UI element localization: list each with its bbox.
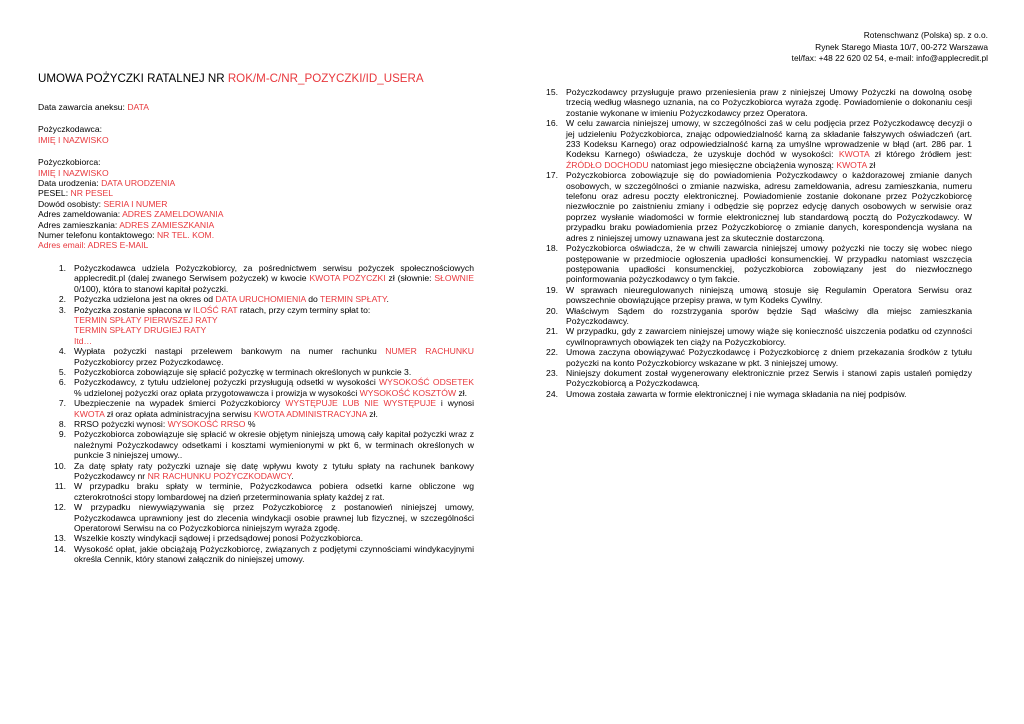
clause-number: 24.	[546, 388, 558, 399]
income-source-placeholder: ŹRÓDŁO DOCHODU	[566, 159, 649, 170]
id-value: SERIA I NUMER	[103, 198, 168, 209]
clause-text: W celu zawarcia niniejszej umowy, w szczególności zaś w celu podjęcia przez Pożyczkodawcę decyzji o jej udzieleniu Pożyczkobiorca, znając odpowiedzialność karną za składanie fałszywych oświadczeń (art. 233 Kodeksu Karnego) oraz odpowiedzialność karną za umyślne wprowadzenie w błąd (art. 286 par. 1 Kodeksu Karnego) oświadcza, że uzyskuje dochód w wysokości:	[566, 118, 972, 160]
clause-text: Pożyczkodawcy, z tytułu udzielonej pożyczki przysługują odsetki w wysokości	[74, 377, 380, 388]
res-address-label: Adres zamieszkania:	[38, 219, 120, 230]
loan-amount-placeholder: KWOTA POŻYCZKI	[309, 273, 386, 284]
clause-number: 4.	[58, 346, 66, 357]
clause-24	[530, 389, 972, 399]
rrso-placeholder: WYSOKOŚĆ RRSO	[167, 418, 246, 429]
contract-number: ROK/M-C/NR_POZYCZKI/ID_USERA	[227, 72, 424, 85]
clause-text: zł (słownie:	[385, 273, 435, 284]
borrower-label: Pożyczkobiorca:	[38, 157, 101, 168]
clause-number: 13.	[54, 533, 66, 544]
clause-number: 7.	[58, 398, 66, 409]
clause-number: 3.	[58, 304, 66, 315]
clause-text: W przypadku niewywiązywania się przez Pożyczkobiorcę z postanowień niniejszej umowy, Pożyczkodawca uprawniony jest do zlecenia windykacji osobie prawnej lub fizycznej, w szczególności Operatorowi Serwisu na co Pożyczkobiorca niniejszym wyraża zgodę.	[74, 502, 474, 534]
clause-text: Pożyczkodawcy przysługuje prawo przeniesienia praw z niniejszej Umowy Pożyczki na dowolną osobę trzecią według własnego uznania, na co Pożyczkobiorca wyraża zgodę. Powiadomienie o dokonaniu cesji zostanie wykonane w imieniu Pożyczkodawcy przez Operatora.	[566, 87, 972, 118]
clause-text: Pożyczkobiorca oświadcza, że w chwili zawarcia niniejszej umowy pożyczki nie toczy się wobec niego postępowanie w przedmiocie ogłoszenia upadłości konsumenckiej. W przypadku natomiast wszczęcia postępowania upadłości konsumenckiej, pożyczkobiorca zobowiązany jest do niezwłocznego poinformowania pożyczkodawcy o tym fakcie.	[566, 243, 972, 285]
clause-1	[38, 263, 474, 294]
clause-number: 23.	[546, 367, 558, 378]
clause-text: Umowa została zawarta w formie elektronicznej i nie wymaga składania na niej podpisów.	[566, 388, 907, 399]
clause-text: Niniejszy dokument został wygenerowany elektronicznie przez Serwis i stanowi zapis ustaleń pomiędzy Pożyczkobiorcą a Pożyczkodawcą.	[566, 367, 972, 389]
clause-number: 18.	[546, 243, 558, 254]
company-header	[792, 30, 988, 65]
clause-text: Pożyczkobiorca zobowiązuje się do powiadomienia Pożyczkodawcy o każdorazowej zmianie danych osobowych, w szczególności o zmianie nazwiska, adresu zameldowania, adresu zamieszkania, numeru telefonu oraz adresu poczty elektronicznej. Powiadomienie zostanie dokonane przez Pożyczkobiorcę niezwłocznie po zaistnieniu zmiany i odbędzie się poprzez edycję danych osobowych w serwisie oraz poprzez wysłanie wiadomości w formie elektronicznej lub standardową pocztą do Pożyczkodawcy. W przypadku braku powiadomienia przez Pożyczkobiorcę o zmianie danych, korespondencja wysłana na adres z niniejszej umowy uznawana jest za skutecznie dostarczoną.	[566, 170, 972, 243]
clause-12	[38, 502, 474, 533]
clause-number: 10.	[54, 460, 66, 471]
lender-block	[38, 124, 474, 145]
borrower-block	[38, 157, 474, 251]
clauses-list-left	[38, 263, 474, 565]
left-column	[38, 72, 474, 565]
clause-13	[38, 533, 474, 543]
clause-16	[530, 118, 972, 170]
clause-text: Umowa zaczyna obowiązywać Pożyczkodawcę i Pożyczkobiorcę z dniem przekazania środków z tytułu pożyczki na konto Pożyczkobiorcy wskazane w pkt. 3 niniejszej umowy.	[566, 347, 972, 368]
phone-value: NR TEL. KOM.	[156, 230, 215, 241]
interest-placeholder: WYSOKOŚĆ ODSETEK	[379, 377, 474, 388]
lender-name: IMIĘ I NAZWISKO	[38, 134, 109, 145]
clause-text: natomiast jego miesięczne obciążenia wynoszą:	[648, 159, 837, 170]
clause-number: 8.	[58, 418, 66, 429]
clause-11	[38, 481, 474, 502]
right-column	[530, 87, 972, 399]
clause-9	[38, 429, 474, 460]
borrower-id-row	[38, 199, 474, 209]
clause-text: zł oraz opłata administracyjna serwisu	[104, 408, 254, 419]
clause-number: 19.	[546, 284, 558, 295]
clause-6	[38, 377, 474, 398]
costs-placeholder: WYSOKOŚĆ KOSZTÓW	[359, 387, 457, 398]
clause-23	[530, 368, 972, 389]
clause-2	[38, 294, 474, 304]
clause-number: 22.	[546, 347, 558, 358]
clause-number: 20.	[546, 305, 558, 316]
clauses-list-right	[530, 87, 972, 399]
company-name: Rotenschwanz (Polska) sp. z o.o.	[863, 30, 988, 40]
clause-number: 2.	[58, 294, 66, 305]
phone-label: Numer telefonu kontaktowego:	[38, 230, 157, 241]
company-address: Rynek Starego Miasta 10/7, 00-272 Warszawa	[815, 41, 988, 52]
installments-count-placeholder: ILOŚĆ RAT	[192, 304, 238, 315]
clause-text: ratach, przy czym terminy spłat to:	[237, 304, 371, 315]
annex-date-label: Data zawarcia aneksu:	[38, 102, 128, 112]
company-contact: tel/fax: +48 22 620 02 54, e-mail: info@applecredit.pl	[791, 53, 988, 63]
annex-date-row	[38, 102, 474, 112]
clause-18	[530, 243, 972, 285]
insurance-amount-placeholder: KWOTA	[74, 408, 105, 419]
clause-number: 16.	[546, 118, 558, 129]
clause-text: W przypadku, gdy z zawarciem niniejszej umowy wiąże się konieczność uiszczenia podatku od czynności cywilnoprawnych obowiązek ten ciąży na Pożyczkobiorcy.	[566, 326, 972, 347]
lender-account-placeholder: NR RACHUNKU POŻYCZKODAWCY	[147, 471, 292, 481]
clause-text: Za datę spłaty raty pożyczki uznaje się datę wpływu kwoty z tytułu spłaty na rachunek bankowy Pożyczkodawcy nr	[74, 460, 474, 481]
obligations-placeholder: KWOTA	[836, 159, 867, 170]
clause-text: Właściwym Sądem do rozstrzygania sporów będzie Sąd właściwy dla miejsc zamieszkania Pożyczkodawcy.	[566, 305, 972, 326]
clause-17	[530, 170, 972, 243]
clause-19	[530, 285, 972, 306]
clause-15	[530, 87, 972, 118]
clause-text: .	[386, 294, 389, 305]
borrower-dob-row	[38, 178, 474, 188]
borrower-registered-address-row	[38, 209, 474, 219]
clause-text: Pożyczkobiorca zobowiązuje się spłacić w okresie objętym niniejszą umową cały kapitał pożyczki wraz z należnymi Pożyczkodawcy odsetkami i kosztami wymienionymi w pkt 6, w terminach określonych w punkcie 3 niniejszej umowy..	[74, 429, 474, 461]
borrower-name: IMIĘ I NAZWISKO	[38, 167, 109, 178]
clause-text: Wypłata pożyczki nastąpi przelewem bankowym na numer rachunku	[74, 346, 386, 357]
clause-number: 21.	[546, 326, 558, 337]
dob-value: DATA URODZENIA	[101, 178, 176, 189]
amount-in-words-placeholder: SŁOWNIE	[434, 273, 475, 284]
clause-21	[530, 326, 972, 347]
clause-number: 1.	[58, 262, 66, 273]
dob-label: Data urodzenia:	[38, 178, 102, 189]
clause-text: Wysokość opłat, jakie obciążają Pożyczkobiorcę, związanych z podjętymi czynnościami windykacyjnymi określa Cennik, który stanowi załącznik do niniejszej umowy.	[74, 543, 474, 565]
clause-text: zł	[866, 159, 876, 170]
clause-14	[38, 544, 474, 565]
clause-number: 5.	[58, 366, 66, 377]
clause-text: zł.	[366, 408, 378, 419]
clause-3	[38, 305, 474, 347]
income-placeholder: KWOTA	[838, 149, 870, 160]
id-label: Dowód osobisty:	[38, 198, 104, 209]
clause-7	[38, 398, 474, 419]
reg-address-value: ADRES ZAMELDOWANIA	[122, 209, 224, 220]
clause-22	[530, 347, 972, 368]
clause-number: 9.	[58, 429, 66, 440]
clause-number: 6.	[58, 377, 66, 388]
clause-text: do	[305, 294, 320, 305]
etc-placeholder: Itd…	[74, 335, 93, 346]
borrower-pesel-row	[38, 188, 474, 198]
clause-number: 15.	[546, 87, 558, 97]
title-prefix: UMOWA POŻYCZKI RATALNEJ NR	[38, 72, 228, 85]
clause-number: 14.	[54, 543, 66, 554]
clause-number: 11.	[54, 481, 66, 492]
clause-4	[38, 346, 474, 367]
pesel-value: NR PESEL	[70, 188, 113, 199]
clause-20	[530, 306, 972, 327]
clause-text: Pożyczkobiorca zobowiązuje się spłacić pożyczkę w terminach określonych w punkcie 3.	[74, 366, 412, 377]
clause-text: RRSO pożyczki wynosi:	[74, 418, 168, 429]
pesel-label: PESEL:	[38, 188, 71, 199]
clause-text: Wszelkie koszty windykacji sądowej i przedsądowej ponosi Pożyczkobiorca.	[74, 533, 363, 544]
clause-text: zł którego źródłem jest:	[869, 149, 973, 160]
clause-text: zł.	[456, 387, 468, 398]
clause-text: Pożyczkodawca udziela Pożyczkobiorcy, za pośrednictwem serwisu pożyczek społecznościowych applecredit.pl (dalej zwanego Serwisem pożyczek) w kwocie	[74, 262, 474, 284]
borrower-residence-address-row	[38, 220, 474, 230]
res-address-value: ADRES ZAMIESZKANIA	[119, 219, 215, 230]
lender-label: Pożyczkodawca:	[38, 124, 103, 135]
clause-text: Ubezpieczenie na wypadek śmierci Pożyczkobiorcy	[74, 398, 286, 409]
clause-text: Pożyczka udzielona jest na okres od	[74, 294, 216, 305]
account-number-placeholder: NUMER RACHUNKU	[385, 346, 474, 357]
clause-text: Pożyczkobiorcy przez Pożyczkodawcę.	[74, 356, 224, 367]
borrower-email: Adres email: ADRES E-MAIL	[38, 240, 149, 251]
second-installment-date-placeholder: TERMIN SPŁATY DRUGIEJ RATY	[74, 325, 207, 336]
clause-5	[38, 367, 474, 377]
insurance-placeholder: WYSTĘPUJE LUB NIE WYSTĘPUJE	[285, 398, 437, 409]
clause-text: 0/100), która to stanowi kapitał pożyczki.	[74, 283, 229, 294]
repayment-date-placeholder: TERMIN SPŁATY	[320, 294, 387, 305]
clause-10	[38, 461, 474, 482]
contract-title	[38, 72, 474, 86]
clause-8	[38, 419, 474, 429]
clause-text: W sprawach nieuregulowanych niniejszą umową stosuje się Regulamin Operatora Serwisu oraz powszechnie obowiązujące przepisy prawa, w tym Kodeks Cywilny.	[566, 284, 972, 306]
clause-text: %	[245, 418, 256, 429]
start-date-placeholder: DATA URUCHOMIENIA	[215, 294, 306, 305]
clause-text: .	[291, 471, 294, 481]
clause-text: W przypadku braku spłaty w terminie, Pożyczkodawca pobiera odsetki karne obliczone wg czterokrotności stopy lombardowej na dzień przeterminowania spłaty każdej z rat.	[74, 481, 474, 502]
borrower-phone-row	[38, 230, 474, 240]
clause-number: 12.	[54, 502, 66, 513]
clause-text: Pożyczka zostanie spłacona w	[74, 304, 193, 315]
clause-text: i wynosi	[436, 398, 474, 409]
first-installment-date-placeholder: TERMIN SPŁATY PIERWSZEJ RATY	[74, 314, 218, 325]
admin-fee-placeholder: KWOTA ADMINISTRACYJNA	[253, 408, 367, 419]
clause-number: 17.	[546, 170, 558, 181]
annex-date-value: DATA	[127, 102, 149, 112]
reg-address-label: Adres zameldowania:	[38, 209, 123, 220]
clause-text: % udzielonej pożyczki oraz opłata przygotowawcza i prowizja w wysokości	[74, 387, 360, 398]
